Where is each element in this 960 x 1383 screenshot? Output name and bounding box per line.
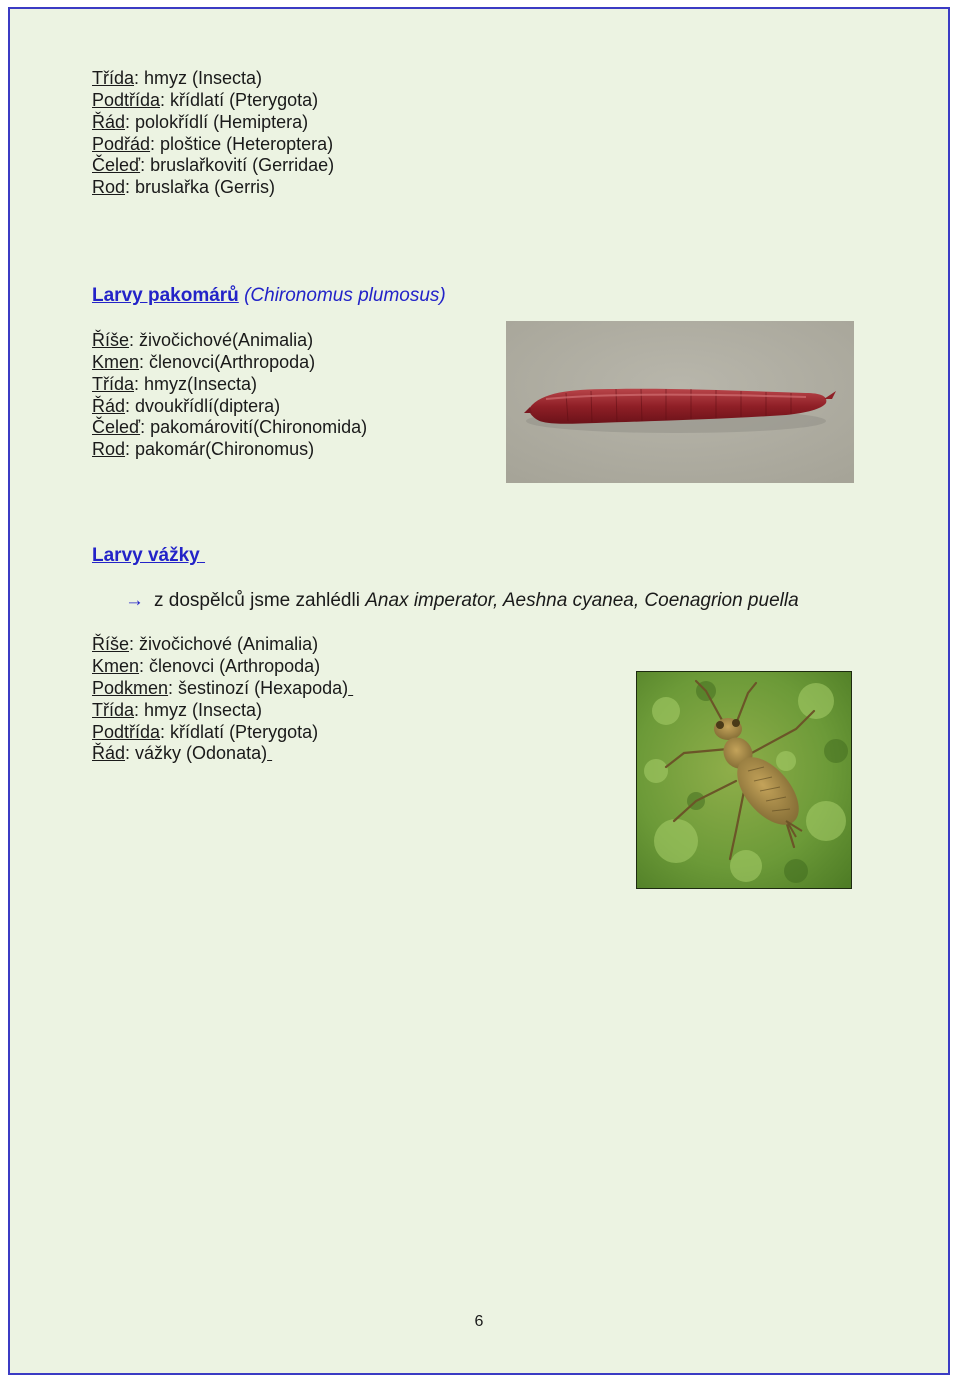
taxon-rank: Podkmen <box>92 678 169 698</box>
observation-species: Anax imperator, Aeshna cyanea, Coenagrion puella <box>365 590 799 611</box>
taxon-value: : pakomár(Chironomus) <box>125 439 315 459</box>
taxon-value: : šestinozí (Hexapoda) <box>168 678 349 698</box>
heading-title: Larvy vážky <box>92 545 200 566</box>
taxon-line <box>92 721 318 743</box>
dragonfly-larva-photo <box>636 671 852 889</box>
taxon-line <box>92 133 333 155</box>
taxon-value: : ploštice (Heteroptera) <box>150 134 334 154</box>
taxon-rank: Říše <box>92 330 130 350</box>
taxon-value: : členovci (Arthropoda) <box>139 656 321 676</box>
taxon-line <box>92 111 308 133</box>
taxon-value: : členovci(Arthropoda) <box>139 352 316 372</box>
taxon-line <box>92 329 313 351</box>
taxon-value: : hmyz (Insecta) <box>134 68 263 88</box>
taxon-value: : pakomárovití(Chironomida) <box>140 417 368 437</box>
taxon-value: : bruslařkovití (Gerridae) <box>140 155 335 175</box>
chironomus-larva-photo <box>506 321 854 483</box>
taxon-line <box>92 154 334 176</box>
section-heading-chironomus <box>92 285 446 307</box>
taxon-rank: Kmen <box>92 656 140 676</box>
taxon-rank: Třída <box>92 374 135 394</box>
taxon-rank: Říše <box>92 634 130 654</box>
observation-note <box>125 589 799 613</box>
trailing-underline <box>267 743 272 763</box>
taxon-rank: Třída <box>92 700 135 720</box>
taxon-value: : hmyz(Insecta) <box>134 374 258 394</box>
taxon-rank: Čeleď <box>92 417 141 437</box>
taxon-line <box>92 633 318 655</box>
trailing-underline <box>348 678 353 698</box>
taxon-line <box>92 351 315 373</box>
taxon-value: : bruslařka (Gerris) <box>125 177 276 197</box>
heading-latin: (Chironomus plumosus) <box>244 285 446 306</box>
taxon-line <box>92 373 257 395</box>
taxon-rank: Kmen <box>92 352 140 372</box>
heading-underline-space <box>200 545 205 566</box>
section-heading-dragonfly <box>92 545 205 567</box>
taxon-value: : vážky (Odonata) <box>125 743 268 763</box>
page <box>8 7 950 1375</box>
taxon-rank: Podtřída <box>92 722 161 742</box>
taxon-line <box>92 438 314 460</box>
taxon-rank: Třída <box>92 68 135 88</box>
taxon-line <box>92 416 367 438</box>
taxon-line <box>92 395 280 417</box>
taxon-rank: Čeleď <box>92 155 141 175</box>
taxon-line <box>92 655 320 677</box>
taxon-line <box>92 89 318 111</box>
observation-text: z dospělců jsme zahlédli <box>154 590 360 611</box>
taxon-line <box>92 677 353 699</box>
taxon-value: : křídlatí (Pterygota) <box>160 90 319 110</box>
taxon-value: : polokřídlí (Hemiptera) <box>125 112 309 132</box>
taxon-value: : živočichové(Animalia) <box>129 330 314 350</box>
taxon-line <box>92 742 272 764</box>
taxon-line <box>92 699 262 721</box>
heading-title: Larvy pakomárů <box>92 285 239 306</box>
taxon-line <box>92 67 262 89</box>
taxon-rank: Řád <box>92 396 126 416</box>
page-number: 6 <box>474 1313 484 1330</box>
arrow-right-icon: → <box>125 590 144 611</box>
taxon-line <box>92 176 275 198</box>
taxon-rank: Rod <box>92 439 126 459</box>
taxon-value: : křídlatí (Pterygota) <box>160 722 319 742</box>
taxon-value: : živočichové (Animalia) <box>129 634 319 654</box>
taxon-rank: Rod <box>92 177 126 197</box>
taxon-value: : hmyz (Insecta) <box>134 700 263 720</box>
taxon-rank: Podtřída <box>92 90 161 110</box>
taxon-rank: Řád <box>92 743 126 763</box>
taxon-value: : dvoukřídlí(diptera) <box>125 396 281 416</box>
taxon-rank: Řád <box>92 112 126 132</box>
taxon-rank: Podřád <box>92 134 151 154</box>
